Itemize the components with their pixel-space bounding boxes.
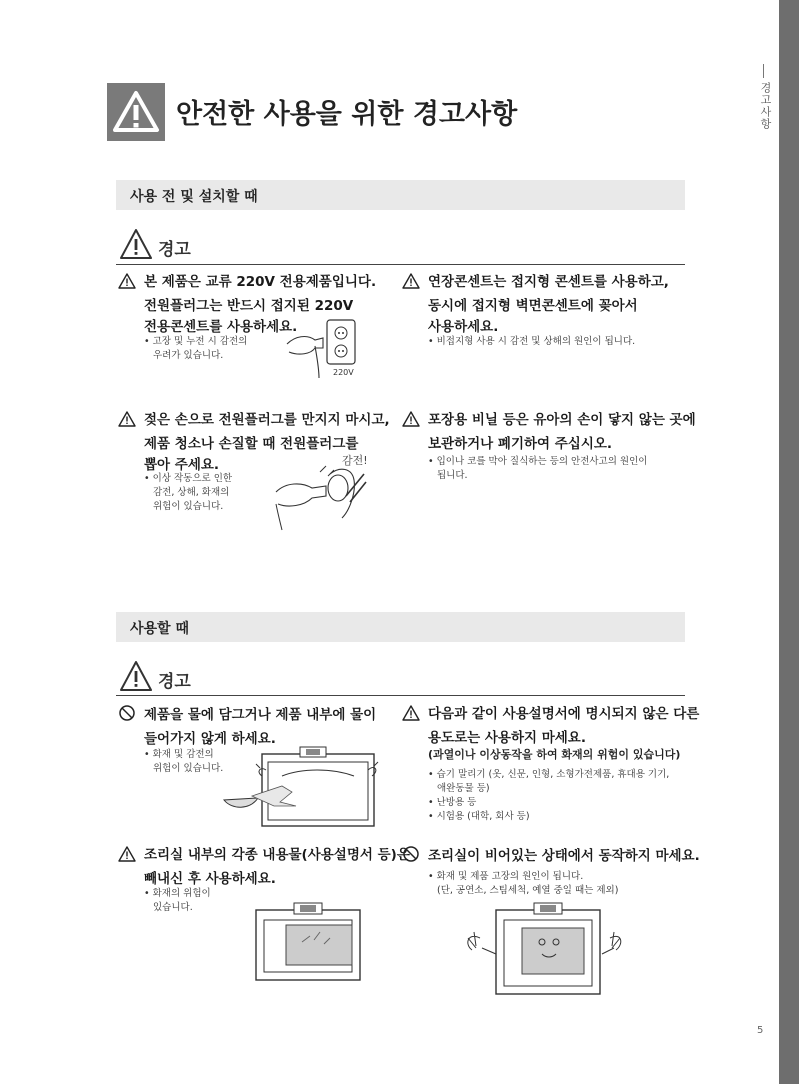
side-tab-label: 경고사항 bbox=[759, 82, 772, 130]
oven-contents-figure bbox=[254, 902, 364, 982]
item-bullets: • 이상 작동으로 인한 감전, 상해, 화재의 위험이 있습니다. bbox=[144, 473, 233, 512]
item-heading: 본 제품은 교류 220V 전용제품입니다. 전원플러그는 반드시 접지된 220V 전용콘센트를 사용하세요. bbox=[118, 272, 376, 338]
item-bullets: • 습기 말리기 (옷, 신문, 인형, 소형가전제품, 휴대용 기기, 애완동물 등) • 난방용 등 • 시험용 (대학, 회사 등) bbox=[428, 769, 670, 822]
section-rule bbox=[116, 264, 685, 265]
item-bullets: • 화재 및 감전의 위험이 있습니다. bbox=[144, 749, 224, 774]
warning-icon bbox=[118, 659, 154, 693]
item-heading: 젖은 손으로 전원플러그를 만지지 마시고, 제품 청소나 손질할 때 전원플러그를 뽑아 주세요. bbox=[118, 410, 390, 476]
item-bullets: • 화재 및 제품 고장의 원인이 됩니다. (단, 공연소, 스팀세척, 예열 중일 때는 제외) bbox=[428, 871, 619, 896]
section-rule bbox=[116, 695, 685, 696]
caution-icon bbox=[402, 705, 420, 721]
item-heading: 조리실 내부의 각종 내용물(사용설명서 등)은 빼내신 후 사용하세요. bbox=[118, 845, 410, 890]
voltage-label: 220V bbox=[333, 368, 354, 377]
side-tab bbox=[779, 0, 799, 1084]
prohibited-icon bbox=[118, 704, 136, 722]
item-bullets: • 비접지형 사용 시 감전 및 상해의 원인이 됩니다. bbox=[428, 336, 636, 347]
item-subline: (과열이나 이상동작을 하여 화재의 위험이 있습니다) bbox=[428, 748, 681, 761]
warning-heading bbox=[118, 225, 208, 265]
caution-icon bbox=[118, 273, 136, 289]
item-heading: 다음과 같이 사용설명서에 명시되지 않은 다른 용도로는 사용하지 마세요. bbox=[402, 704, 699, 749]
item-bullets: • 고장 및 누전 시 감전의 우려가 있습니다. bbox=[144, 336, 248, 361]
item-heading: 조리실이 비어있는 상태에서 동작하지 마세요. bbox=[402, 845, 700, 870]
item-heading: 제품을 물에 담그거나 제품 내부에 물이 들어가지 않게 하세요. bbox=[118, 704, 376, 750]
empty-oven-figure bbox=[462, 902, 622, 996]
warning-label: 경고 bbox=[158, 240, 191, 260]
caution-icon bbox=[118, 411, 136, 427]
plug-outlet-figure bbox=[285, 316, 360, 381]
page-number: 5 bbox=[757, 1025, 764, 1036]
side-tab-divider bbox=[763, 64, 764, 78]
page-title: 안전한 사용을 위한 경고사항 bbox=[176, 99, 518, 130]
item-bullets: • 화재의 위험이 있습니다. bbox=[144, 888, 211, 913]
prohibited-icon bbox=[402, 845, 420, 863]
shock-label: 감전! bbox=[342, 454, 368, 467]
section-bar-during-use bbox=[116, 612, 685, 642]
wet-hand-plug-figure bbox=[268, 452, 376, 532]
caution-icon bbox=[402, 411, 420, 427]
caution-icon bbox=[118, 846, 136, 862]
section-title: 사용 전 및 설치할 때 bbox=[130, 189, 258, 205]
section-title: 사용할 때 bbox=[130, 621, 189, 637]
item-heading: 연장콘센트는 접지형 콘센트를 사용하고, 동시에 접지형 벽면콘센트에 꽂아서 사용하세요. bbox=[402, 272, 669, 338]
section-bar-before-install bbox=[116, 180, 685, 210]
warning-label: 경고 bbox=[158, 672, 191, 692]
oven-water-figure bbox=[222, 744, 382, 830]
caution-icon bbox=[402, 273, 420, 289]
item-bullets: • 입이나 코를 막아 질식하는 등의 안전사고의 원인이 됩니다. bbox=[428, 456, 648, 481]
warning-icon bbox=[118, 227, 154, 261]
warning-icon bbox=[107, 83, 165, 141]
title-warning-box bbox=[107, 83, 165, 141]
item-heading: 포장용 비닐 등은 유아의 손이 닿지 않는 곳에 보관하거나 폐기하여 주십시오. bbox=[402, 410, 696, 455]
warning-heading bbox=[118, 657, 208, 697]
